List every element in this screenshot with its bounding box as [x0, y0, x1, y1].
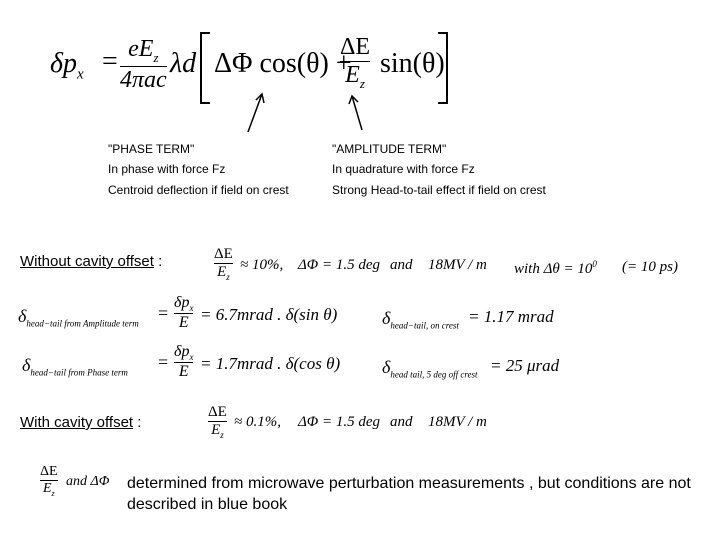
- formula-term1: ΔΦ cos(θ) +: [214, 48, 352, 79]
- without-offset-label: Without cavity offset :: [20, 253, 163, 270]
- with-offset-ratio: ΔE $E_z$: [208, 404, 227, 440]
- without-offset-phase: ΔΦ = 1.5 deg: [298, 257, 381, 273]
- eq-amplitude-eq: =: [158, 303, 169, 323]
- eq-phase-lhs: $\delta_{head-tail from Phase term}$: [22, 355, 128, 378]
- eq-amplitude-rhs: = 6.7mrad . δ(sin θ): [200, 305, 338, 324]
- without-offset-with: with $\Delta\theta = 10^0$: [514, 259, 597, 277]
- note-fraction: ΔE $E_z$: [40, 464, 58, 498]
- eq-amplitude-fraction: $\delta p_x$ E: [174, 294, 194, 332]
- formula-lambda-d: λd: [170, 48, 197, 79]
- note-text: determined from microwave perturbation measurements , but conditions are not described in blue book: [127, 475, 691, 513]
- eq-phase-eq: =: [158, 352, 169, 372]
- formula-amplitude-ratio: ΔE $E_z$: [340, 34, 371, 91]
- without-offset-ratio: ΔE $E_z$: [214, 246, 233, 282]
- amplitude-term-line2: Strong Head-to-tail effect if field on crest: [332, 183, 546, 197]
- eq-phase-fraction: $\delta p_x$ E: [174, 343, 194, 381]
- pointer-arrows: [0, 0, 720, 140]
- eq-phase-rhs: = 1.7mrad . δ(cos θ): [200, 354, 341, 373]
- eq-crest-rhs: = 1.17 mrad: [468, 307, 554, 326]
- eq-amplitude-lhs: $\delta_{head-tail from Amplitude term}$: [18, 306, 139, 329]
- without-offset-gradient: 18MV / m: [428, 257, 487, 273]
- without-offset-ratio-value: ≈ 10%,: [240, 257, 284, 273]
- phase-term-line1: In phase with force Fz: [108, 162, 226, 176]
- formula-eq: =: [102, 46, 118, 77]
- phase-term-line2: Centroid deflection if field on crest: [108, 183, 289, 197]
- eq-crest-lhs: $\delta_{head-tail, on crest}$: [382, 308, 459, 331]
- with-offset-phase: ΔΦ = 1.5 deg: [298, 414, 381, 430]
- amplitude-term-title: "AMPLITUDE TERM": [332, 142, 447, 156]
- formula-coefficient: $eE_z$ 4πac: [120, 36, 167, 93]
- without-offset-and: and: [390, 257, 413, 273]
- with-offset-ratio-value: ≈ 0.1%,: [234, 414, 281, 430]
- formula-lhs: $\delta p_x$: [50, 48, 84, 83]
- note-and-phi: and ΔΦ: [66, 474, 110, 489]
- formula-term2: sin(θ): [380, 48, 445, 79]
- eq-off-crest-rhs: = 25 μrad: [490, 356, 560, 375]
- eq-off-crest-lhs: $\delta_{head tail, 5 deg off crest}$: [382, 357, 478, 380]
- amplitude-term-line1: In quadrature with force Fz: [332, 162, 475, 176]
- with-offset-label: With cavity offset :: [20, 414, 142, 431]
- phase-term-title: "PHASE TERM": [108, 142, 195, 156]
- with-offset-gradient: 18MV / m: [428, 414, 487, 430]
- without-offset-paren: (= 10 ps): [622, 259, 678, 275]
- with-offset-and: and: [390, 414, 413, 430]
